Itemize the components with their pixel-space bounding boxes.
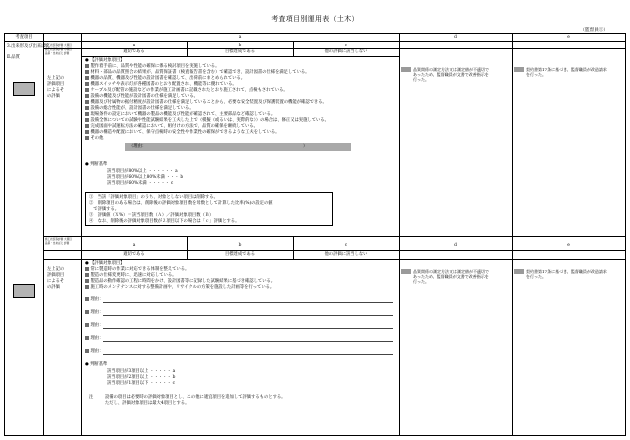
s2-item-1-text: 常に製造時の作業に対応できる体制を整えている。 bbox=[90, 267, 190, 272]
other-reason-field[interactable] bbox=[125, 143, 351, 151]
section-divider bbox=[43, 236, 625, 237]
checkbox[interactable] bbox=[85, 82, 89, 86]
s2-left-label-4: の評価 bbox=[47, 285, 60, 290]
checkbox[interactable] bbox=[85, 323, 89, 327]
s1-item-12[interactable] bbox=[85, 130, 279, 135]
s1-judgment-header-text: 判断基準 bbox=[90, 162, 108, 167]
s2-judgment-2: 該当項目が2項目以上 ・・・・・ b bbox=[107, 375, 176, 380]
s1-d-text-2: あったため、監督職員が文書で改善指示を bbox=[413, 72, 489, 77]
s1-item-10-text: 設備全体についての試験や性能試験結果を工夫した上で（模擬（或るいは、実際的な））の場合は、修正又は実施している。 bbox=[90, 118, 329, 123]
checkbox[interactable] bbox=[85, 112, 89, 116]
s1-item-7[interactable] bbox=[85, 100, 327, 105]
other-reason-hint: （理由： bbox=[129, 144, 147, 149]
s1-left-label-4: の評価 bbox=[47, 94, 60, 99]
s2-b-text: 目標達成である bbox=[224, 252, 256, 257]
s2-extra-4[interactable] bbox=[85, 336, 103, 341]
s2-extra-1-text: 理由： bbox=[90, 297, 104, 302]
s1-judgment-header: ● 判断基準 bbox=[85, 162, 108, 167]
s2-a-letter: a bbox=[132, 243, 136, 248]
checkbox[interactable] bbox=[85, 118, 89, 122]
s1-b-letter: b bbox=[238, 42, 242, 47]
s1-note-1: ① 当該「評価対象項目」のうち、対象としない項目は削除する。 bbox=[89, 195, 218, 200]
checkbox[interactable] bbox=[85, 349, 89, 353]
small-label-1a: 施工状況等評価 大項目 bbox=[45, 44, 72, 47]
s2-left-label-3: によるそ bbox=[47, 279, 65, 284]
s1-item-13-text: その他 bbox=[90, 136, 104, 141]
s2-extra-2-line bbox=[103, 315, 393, 316]
s1-b-text: 目標達成である bbox=[224, 49, 256, 54]
s2-extra-3-line bbox=[103, 328, 393, 329]
s1-note-2: ② 削除項目のある場合は、削除後の評価対象項目数を母数として計算した比率(%)の設定の値 bbox=[89, 201, 273, 206]
small-label-2a: 施工状況等評価 大項目 bbox=[45, 238, 72, 241]
s2-note-label: 注 bbox=[89, 395, 94, 400]
s2-extra-2-text: 理由： bbox=[90, 310, 104, 315]
col-divider-4 bbox=[512, 34, 513, 435]
s2-bc-div bbox=[293, 236, 294, 259]
s2-judgment-3: 該当項目が1項目以下 ・・・・・ c bbox=[107, 381, 176, 386]
s1-item-8-text: 設備の総合性能が、設計図書の仕様を満足している。 bbox=[90, 106, 194, 111]
small-label-1c: 品質・出来ばえ 評価 bbox=[45, 52, 70, 55]
s2-judgment-1: 該当項目が3項目以上 ・・・・・ a bbox=[107, 369, 176, 374]
header-d: d bbox=[454, 35, 457, 40]
checkbox[interactable] bbox=[85, 64, 89, 68]
col-divider-2 bbox=[81, 34, 82, 435]
s1-e-text-1: 契約書第17条に基づき、監督職員が改造請求 bbox=[526, 67, 607, 72]
s2-extra-5[interactable] bbox=[85, 349, 103, 354]
s1-left-label-2: 評価項目 bbox=[47, 82, 65, 87]
main-table bbox=[4, 33, 626, 436]
s1-c-text: 他の評価に該当しない bbox=[324, 49, 368, 54]
checkbox[interactable] bbox=[85, 130, 89, 134]
small-label-2b: 品質・出来ばえ 評価 bbox=[45, 242, 70, 245]
s1-item-13[interactable] bbox=[85, 136, 103, 141]
s1-d-text-1: 品質関係の測定方法又は測定値が不適切で bbox=[413, 67, 489, 72]
header-e: e bbox=[567, 35, 570, 40]
col-divider-3 bbox=[399, 34, 400, 435]
checkbox[interactable] bbox=[85, 336, 89, 340]
s2-item-header-text: 【評価対象項目】 bbox=[90, 261, 125, 266]
s1-c-letter: c bbox=[344, 42, 348, 47]
s1-item-6-text: 設備の機能及び性能が設計図書の仕様を満足している。 bbox=[90, 94, 198, 99]
s2-d-text-2: あったため、監督職員が文書で改善指示を bbox=[413, 274, 489, 279]
s2-left-label-1: 左上記の bbox=[47, 267, 65, 272]
s1-item-5-text: ケーブル及び配管の施設などの作業が施工計画書に記載されたとおり施工されて、点検もされている。 bbox=[90, 88, 288, 93]
s2-item-3-text: 製造品の動作確認の工程に時間をかけ、設計図書等に記録した試験結果に基づき確認している。 bbox=[90, 279, 276, 284]
checkbox[interactable] bbox=[85, 310, 89, 314]
sub-label: Ⅱ.品質 bbox=[7, 55, 20, 60]
other-reason-hint-end: ） bbox=[303, 144, 308, 149]
checkbox[interactable] bbox=[85, 100, 89, 104]
s2-item-2[interactable] bbox=[85, 273, 176, 278]
s1-item-4[interactable] bbox=[85, 82, 237, 87]
s1-left-label-3: によるそ bbox=[47, 88, 65, 93]
s2-note-2: ただし、評価対象項目は最大4項目とする。 bbox=[105, 401, 190, 406]
s2-item-1[interactable] bbox=[85, 267, 189, 272]
s1-judgment-1: 該当項目が80%以上 ・・・・・・ a bbox=[107, 169, 178, 174]
s1-e-text-2: を行った。 bbox=[526, 72, 546, 77]
s1-item-4-text: 機器スイッチや表示灯が各種図書のとおり配置され、機能等に優れている。 bbox=[90, 82, 237, 87]
s1-item-11[interactable] bbox=[85, 124, 258, 129]
s2-c-text: 他の評価に該当しない bbox=[324, 252, 368, 257]
s2-judgment-header-text: 判断基準 bbox=[90, 362, 108, 367]
s2-e-checkbox[interactable] bbox=[514, 269, 524, 274]
s1-item-1-text: 製作着手前に、品質や性能の確保に係る検討項目を実施している。 bbox=[90, 64, 220, 69]
page-title: 考査項目別運用表（土木） bbox=[271, 15, 359, 23]
s2-extra-1[interactable] bbox=[85, 297, 103, 302]
s1-left-label-1: 左上記の bbox=[47, 76, 65, 81]
corner-label: （監督員①） bbox=[580, 28, 608, 33]
s2-extra-4-line bbox=[103, 341, 393, 342]
s2-b-letter: b bbox=[238, 243, 242, 248]
checkbox[interactable] bbox=[85, 88, 89, 92]
eval-box-2[interactable] bbox=[13, 284, 35, 298]
s1-abc-bottom bbox=[81, 56, 399, 57]
s2-extra-5-text: 理由： bbox=[90, 349, 104, 354]
s1-item-9[interactable] bbox=[85, 112, 275, 117]
s2-extra-3[interactable] bbox=[85, 323, 103, 328]
header-a: a bbox=[238, 35, 242, 40]
abc-line-2b bbox=[43, 259, 625, 260]
s2-extra-3-text: 理由： bbox=[90, 323, 104, 328]
s2-item-3[interactable] bbox=[85, 279, 275, 284]
s2-item-4-text: 施工時のメンテナンスに対する整備計画や、リサイクルの方策を施設した計画等を行っている。 bbox=[90, 285, 275, 290]
s1-note-box bbox=[85, 192, 333, 226]
s2-extra-4-text: 理由： bbox=[90, 336, 104, 341]
s2-item-header: ● 【評価対象項目】 bbox=[85, 261, 125, 266]
s2-d-letter: d bbox=[454, 243, 457, 248]
s2-c-letter: c bbox=[344, 243, 348, 248]
checkbox[interactable] bbox=[85, 70, 89, 74]
s1-item-7-text: 機器及び付属物の据付精度が設計図書の仕様を満足していることから、必要な安全装置及び保護装置の機能が確認できる。 bbox=[90, 100, 327, 105]
small-label-1b: 施工状況等評価 小項目 bbox=[45, 48, 72, 51]
s1-judgment-3: 該当項目が60%未満 ・・・・・ c bbox=[107, 181, 174, 186]
s2-left-label-2: 評価項目 bbox=[47, 273, 65, 278]
s1-item-header: ● 【評価対象項目】 bbox=[85, 58, 125, 63]
s1-item-6[interactable] bbox=[85, 94, 198, 99]
s2-e-text-1: 契約書第17条に基づき、監督職員が改造請求 bbox=[526, 269, 607, 274]
checkbox[interactable] bbox=[85, 267, 89, 271]
s1-d-checkbox[interactable] bbox=[401, 67, 411, 72]
checkbox[interactable] bbox=[85, 76, 89, 80]
s1-a-letter: a bbox=[132, 42, 136, 47]
category-label: 3.出来形及び出来ばえ bbox=[7, 44, 50, 49]
s2-ab-div bbox=[187, 236, 188, 259]
abc-line-2a bbox=[43, 250, 625, 251]
header-item: 考査項目 bbox=[15, 35, 33, 40]
s1-judgment-2: 該当項目が60%以上80%未満 ・・・ b bbox=[107, 175, 184, 180]
s1-item-10[interactable] bbox=[85, 118, 329, 123]
s2-extra-2[interactable] bbox=[85, 310, 103, 315]
checkbox[interactable] bbox=[85, 279, 89, 283]
checkbox[interactable] bbox=[85, 297, 89, 301]
s2-extra-5-line bbox=[103, 354, 393, 355]
s1-note-3: で評価する。 bbox=[89, 207, 120, 212]
col-divider-1 bbox=[43, 34, 44, 435]
checkbox[interactable] bbox=[85, 124, 89, 128]
s1-item-3[interactable] bbox=[85, 76, 245, 81]
s1-item-2-text: 材料・部品の品質照合の結果が、品質保証書（検査報告書を含む）で確認でき、設計図書の仕様を満足している。 bbox=[90, 70, 310, 75]
s1-item-11-text: 完成図面や試運転方法の確認において、組付けの方法で、品質の確保を継続している。 bbox=[90, 124, 258, 129]
s2-judgment-header: ● 判断基準 bbox=[85, 362, 108, 367]
s1-item-12-text: 機器の構造や配置において、保守点検時の安全性や作業性の確保ができるような工夫をしている。 bbox=[90, 130, 280, 135]
s2-extra-1-line bbox=[103, 302, 393, 303]
s2-e-letter: e bbox=[567, 243, 570, 248]
s2-d-text-3: 行った。 bbox=[413, 279, 429, 284]
s1-item-2[interactable] bbox=[85, 70, 309, 75]
s1-a-text: 適切である bbox=[123, 49, 145, 54]
s1-item-5[interactable] bbox=[85, 88, 288, 93]
s2-item-4[interactable] bbox=[85, 285, 274, 290]
s2-e-text-2: を行った。 bbox=[526, 274, 546, 279]
s2-a-text: 適切である bbox=[123, 252, 145, 257]
s1-item-1[interactable] bbox=[85, 64, 219, 69]
s1-note-5: ④ なお、削除後の評価対象項目数が２項目以下の場合は「ｃ」評価とする。 bbox=[89, 219, 240, 224]
s1-d-text-3: 行った。 bbox=[413, 77, 429, 82]
s2-note-1: 設備の項目は必要時の評価対象項目とし、この他に適宜項目を追加して評価するものとする。 bbox=[105, 395, 286, 400]
s1-item-8[interactable] bbox=[85, 106, 194, 111]
s2-d-text-1: 品質関係の測定方法又は測定値が不適切で bbox=[413, 269, 489, 274]
s1-item-3-text: 機器の品質、機器及び性能の設計図書を確認して、出荷前にまとめられている。 bbox=[90, 76, 246, 81]
s2-d-checkbox[interactable] bbox=[401, 269, 411, 274]
checkbox[interactable] bbox=[85, 106, 89, 110]
s2-item-2-text: 製造の仕様変更時に、迅速に対応している。 bbox=[90, 273, 177, 278]
checkbox[interactable] bbox=[85, 273, 89, 277]
s1-item-9-text: 現場条件の設定において機器の製品の機能及び性能が確認されて、主要部品など確認している。 bbox=[90, 112, 276, 117]
eval-box-1[interactable] bbox=[13, 82, 35, 96]
s1-item-header-text: 【評価対象項目】 bbox=[90, 58, 125, 63]
s1-e-checkbox[interactable] bbox=[514, 67, 524, 72]
s1-note-4: ③ 評価値（Ｘ%）＝該当項目数（Ａ）／評価対象項目数（Ｂ） bbox=[89, 213, 214, 218]
checkbox[interactable] bbox=[85, 285, 89, 289]
checkbox[interactable] bbox=[85, 136, 89, 140]
checkbox[interactable] bbox=[85, 94, 89, 98]
